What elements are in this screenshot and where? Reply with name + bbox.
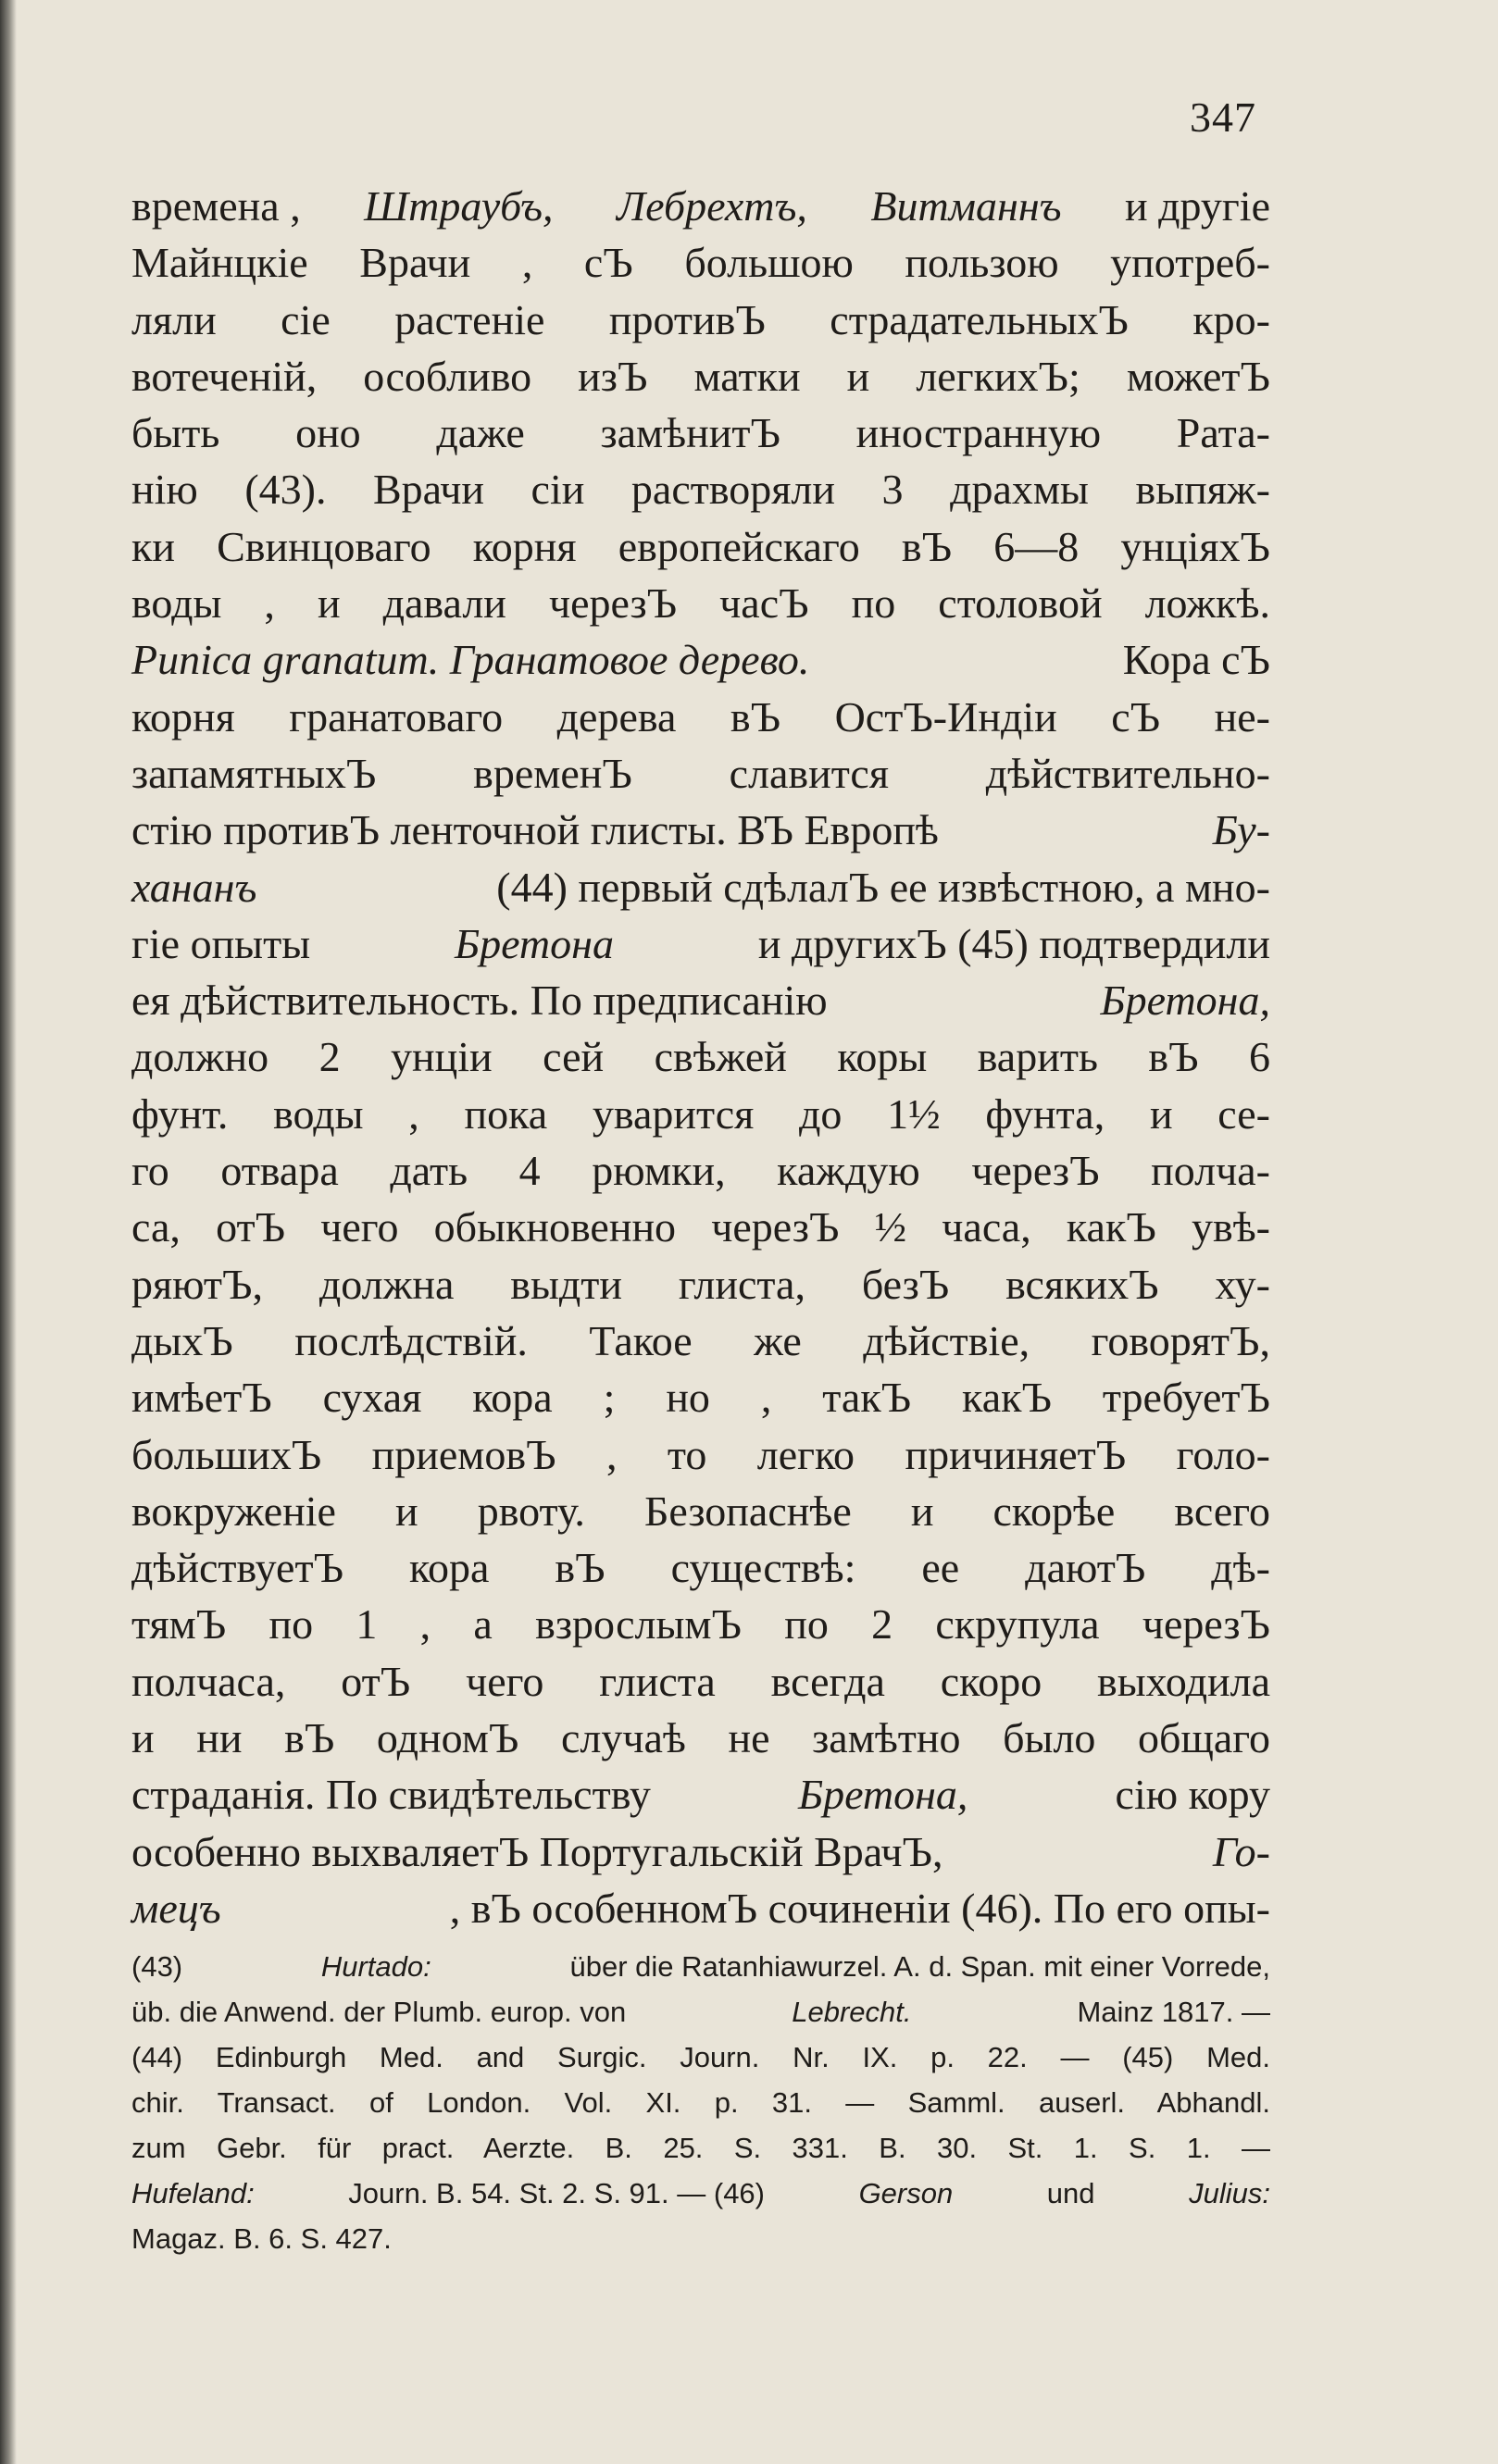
footnote-line-segment: zum Gebr. für pract. Aerzte. B. 25. S. 331. B. 30. St. 1. S. 1. — [131,2132,1270,2164]
text-line-segment: и ни вЪ одномЪ случаѣ не замѣтно было общаго [131,1714,1270,1762]
text-line-segment: го отвара дать 4 рюмки, каждую черезЪ полча- [131,1147,1270,1195]
text-line [131,745,1270,802]
text-line-segment: дыхЪ послѣдствій. Такое же дѣйствіе, говорятЪ, [131,1316,1270,1364]
text-line [131,1653,1270,1710]
text-line [131,1766,1270,1823]
text-line-segment: , вЪ особенномЪ сочиненіи (46). По его опы- [449,1884,1270,1932]
text-line-segment: и другихЪ (45) подтвердили [757,919,1270,967]
footnote-line [131,2216,1270,2261]
footnote-line-segment: Gerson [858,2177,954,2209]
text-line-segment: мецъ [131,1884,221,1932]
footnote-line-segment: (44) Edinburgh Med. and Surgic. Journ. Nr. IX. p. 22. — (45) Med. [131,2041,1270,2073]
text-line [131,1880,1270,1936]
footnote-line-segment: über die Ratanhiawurzel. A. d. Span. mit einer Vorrede, [569,1950,1270,1983]
text-line-segment: сію кору [1115,1771,1270,1819]
text-line-segment: Штраубъ, [364,182,554,230]
footnote-line-segment: (43) [131,1950,183,1983]
text-line-segment: большихЪ приемовЪ , то легко причиняетЪ голо- [131,1430,1270,1478]
text-line [131,689,1270,745]
footnote-line [131,1989,1270,2035]
text-line-segment: и другіе [1125,182,1270,230]
text-line [131,859,1270,915]
text-line-segment: вотеченій, особливо изЪ матки и легкихЪ; можетЪ [131,352,1270,400]
footnote-line-segment: und [1046,2177,1095,2209]
text-line [131,404,1270,461]
text-line-segment: Го- [1212,1827,1270,1875]
text-line-segment: воды , и давали черезЪ часЪ по столовой ложкѣ. [131,579,1270,628]
text-line [131,1199,1270,1255]
footnote-line-segment: Magaz. B. 6. S. 427. [131,2222,392,2255]
text-line [131,1313,1270,1369]
text-line [131,1086,1270,1142]
text-line [131,1710,1270,1766]
text-line-segment: особенно выхваляетЪ Португальскій ВрачЪ, [131,1827,943,1875]
text-line-segment: должно 2 унціи сей свѣжей коры варить вЪ 6 [131,1033,1270,1081]
text-line [131,802,1270,858]
text-line-segment: Бретона, [1100,977,1270,1025]
text-line [131,972,1270,1028]
text-line [131,1142,1270,1199]
text-line-segment: ряютЪ, должна выдти глиста, безЪ всякихЪ ху- [131,1260,1270,1308]
text-line [131,234,1270,291]
text-line-segment: имѣетЪ сухая кора ; но , такЪ какЪ требуетЪ [131,1374,1270,1422]
text-line-segment: времена , [131,182,301,230]
text-line-segment: Лебрехтъ, [616,182,807,230]
text-line [131,1028,1270,1085]
footnote-line [131,2125,1270,2171]
text-line-segment: Бретона [454,919,614,967]
footnote-line-segment: üb. die Anwend. der Plumb. europ. von [131,1996,627,2028]
footnote-line [131,2171,1270,2216]
text-line-segment: Бу- [1212,806,1270,854]
text-line-segment: вокруженіе и рвоту. Безопаснѣе и скорѣе всего [131,1487,1270,1535]
text-line [131,1426,1270,1483]
text-line-segment: корня гранатоваго дерева вЪ ОстЪ-Индіи сЪ не- [131,692,1270,740]
text-line-segment: Punica granatum. Гранатовое дерево. [131,636,810,684]
text-line [131,631,1270,688]
text-line [131,1596,1270,1652]
text-line [131,1483,1270,1539]
text-line [131,915,1270,972]
page-number: 347 [1190,93,1256,141]
text-line [131,348,1270,404]
footnote-line-segment: Hurtado: [320,1950,431,1983]
text-line-segment: страданія. По свидѣтельству [131,1771,651,1819]
footnote-line-segment: chir. Transact. of London. Vol. XI. p. 31. — Samml. auserl. Abhandl. [131,2086,1270,2119]
text-line-segment: Кора сЪ [1122,636,1270,684]
text-line-segment: Бретона, [797,1771,968,1819]
text-line-segment: (44) первый сдѣлалЪ ее извѣстною, а мно- [496,863,1270,911]
text-line-segment: тямЪ по 1 , а взрослымЪ по 2 скрупула черезЪ [131,1600,1270,1649]
text-line [131,461,1270,517]
footnote-line-segment: Hufeland: [131,2177,255,2209]
text-line-segment: нію (43). Врачи сіи растворяли 3 драхмы выпяж- [131,466,1270,514]
text-line-segment: фунт. воды , пока уварится до 1½ фунта, и се- [131,1089,1270,1138]
text-line-segment: стію противЪ ленточной глисты. ВЪ Европѣ [131,806,939,854]
text-line [131,1539,1270,1596]
text-line-segment: Майнцкіе Врачи , сЪ большою пользою употреб- [131,239,1270,287]
text-line-segment: ки Свинцоваго корня европейскаго вЪ 6—8 унціяхЪ [131,522,1270,570]
text-line [131,178,1270,234]
text-line-segment: са, отЪ чего обыкновенно черезЪ ½ часа, какЪ увѣ- [131,1203,1270,1251]
text-line [131,575,1270,631]
body-text [131,178,1270,1936]
text-line-segment: быть оно даже замѣнитЪ иностранную Рата- [131,409,1270,457]
text-line [131,292,1270,348]
text-line [131,1823,1270,1880]
text-line-segment: гіе опыты [131,919,311,967]
text-line [131,518,1270,575]
text-line [131,1369,1270,1425]
footnote-line [131,1944,1270,1989]
footnote-line-segment: Julius: [1189,2177,1270,2209]
footnote-line-segment: Lebrecht. [792,1996,912,2028]
text-line-segment: ея дѣйствительность. По предписанію [131,977,828,1025]
text-line-segment: дѣйствуетЪ кора вЪ существѣ: ее даютЪ дѣ- [131,1544,1270,1592]
footnote-line-segment: Journ. B. 54. St. 2. S. 91. — (46) [348,2177,765,2209]
text-line-segment: полчаса, отЪ чего глиста всегда скоро выходила [131,1657,1270,1705]
text-line-segment: Витманнъ [870,182,1062,230]
text-line-segment: хананъ [131,863,257,911]
footnote-line [131,2035,1270,2080]
footnote-line [131,2080,1270,2125]
text-line-segment: запамятныхЪ временЪ славится дѣйствительно- [131,749,1270,797]
text-line [131,1256,1270,1313]
footnotes [131,1944,1270,2261]
text-line-segment: ляли сіе растеніе противЪ страдательныхЪ кро- [131,295,1270,343]
footnote-line-segment: Mainz 1817. — [1077,1996,1270,2028]
